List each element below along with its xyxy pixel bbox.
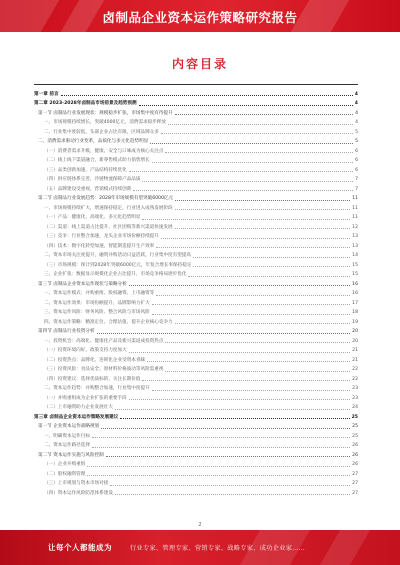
toc-leader-dots [152,390,350,391]
toc-entry-title: （五）品牌建设受重视，营销模式持续创新 [44,186,132,192]
toc-leader-dots [110,485,350,486]
toc-entry-title: （三）市场规模：预计到2028年突破6000亿元，年复合增长率保持稳定 [44,262,192,268]
toc-entry-title: 二、资本运作路径选择 [44,443,90,448]
toc-entry[interactable] [34,430,358,440]
toc-entry[interactable] [34,297,358,307]
toc-entry-title: 二、资本运作趋势：并购整合加速，行业集中度提升 [44,386,150,391]
toc-leader-dots [92,437,350,438]
toc-entry-page: 27 [352,490,358,496]
toc-entry[interactable] [34,202,358,212]
toc-entry[interactable] [34,392,358,402]
toc-leader-dots [165,371,350,372]
toc-entry-title: 一、市场规模持续扩大，增速保持稳定，行业进入成熟发展阶段 [44,205,173,211]
toc-entry-title: （一）消费者需求升级，健康、安全与口味成为核心关注点 [44,148,164,154]
toc-entry[interactable] [34,212,358,222]
toc-entry-title: （一）并购重组成为企业扩张的重要手段 [44,395,127,401]
toc-entry[interactable] [34,240,358,250]
toc-entry[interactable] [34,278,358,288]
toc-entry[interactable] [34,183,358,193]
toc-entry-title: 第四节 卤制品行业投资分析 [38,329,95,334]
toc-leader-dots [142,181,353,182]
toc-entry-title: （二）渠道：线上渠道占比提升，社区团购等新兴渠道快速发展 [44,224,173,230]
footer-stripe [320,530,370,565]
toc-leader-dots [175,228,351,229]
toc-entry[interactable] [34,345,358,355]
toc-entry-page: 25 [352,424,358,429]
toc-entry-page: 18 [352,310,358,315]
toc-entry[interactable] [34,449,358,459]
toc-entry-title: （四）资本运作风险防范体系建设 [44,490,113,496]
toc-entry-title: 第三节 卤制品企业资本运作现状与策略分析 [38,281,127,287]
toc-entry[interactable] [34,231,358,241]
toc-entry[interactable] [34,440,358,450]
toc-entry-page: 13 [352,234,358,239]
toc-entry[interactable] [34,411,358,421]
toc-entry-page: 22 [352,367,358,372]
toc-entry[interactable] [34,478,358,488]
toc-entry[interactable] [34,335,358,345]
toc-leader-dots [129,399,350,400]
toc-entry-page: 14 [352,253,358,258]
toc-entry-title: （二）股权融资管理 [44,471,86,477]
toc-entry-title: （一）企业并购重组 [44,462,86,467]
toc-entry-page: 4 [355,120,358,125]
toc-entry-page: 27 [352,471,358,477]
toc-entry[interactable] [34,107,358,117]
toc-leader-dots [142,380,350,381]
toc-entry-page: 20 [352,329,358,334]
toc-leader-dots [161,133,353,134]
header-banner [0,0,400,32]
toc-entry-page: 21 [352,357,358,363]
toc-entry[interactable] [34,269,358,279]
toc-entry-title: 二、行业集中度较低，头部企业占比有限，区域品牌众多 [44,129,159,135]
toc-leader-dots [193,266,350,267]
toc-entry-title: 三、企业扩张：数据显示规模化企业占比提升，市场竞争格局逐步优化 [44,272,187,277]
footer-tagline: 行业专家、管理专家、营销专家、战略专家、成功企业家…… [130,545,306,552]
toc-leader-dots [188,276,350,277]
toc-entry-title: （二）上市融资助力企业发展壮大 [44,405,113,410]
toc-leader-dots [175,114,353,115]
toc-entry[interactable] [34,468,358,478]
toc-leader-dots [115,494,350,495]
toc-entry-page: 20 [352,338,358,344]
toc-entry-page: 26 [352,443,358,448]
toc-leader-dots [129,171,353,172]
toc-entry-page: 22 [352,376,358,382]
toc-entry[interactable] [34,402,358,412]
toc-entry[interactable] [34,259,358,269]
toc-entry-title: 三、资本运作风险：财务风险、整合风险与市场风险 [44,310,150,315]
toc-entry[interactable] [34,307,358,317]
toc-leader-dots [175,323,351,324]
toc-entry-title: 四、资本运作策略：精准定位、合理估值，提升企业核心竞争力 [44,319,173,325]
toc-entry-page: 11 [352,205,358,211]
toc-leader-dots [115,409,350,410]
table-of-contents [34,88,358,497]
toc-leader-dots [165,152,353,153]
toc-entry-page: 24 [352,405,358,410]
toc-entry-title: （三）投资风险：食品安全、原材料价格波动等风险需重视 [44,367,164,372]
toc-heading: 内容目录 [171,57,228,71]
toc-entry-title: 第一章 前言 [34,91,59,97]
toc-entry[interactable] [34,193,358,203]
toc-leader-dots [129,352,350,353]
toc-entry-page: 16 [352,291,358,296]
toc-entry-title: （二）投资热点：品牌化、连锁化企业受资本青睐 [44,357,146,363]
toc-entry-title: （四）技术：数字化转型加速，智能制造提升生产效率 [44,243,155,249]
toc-entry[interactable] [34,316,358,326]
toc-entry[interactable] [34,364,358,374]
toc-entry[interactable] [34,459,358,469]
toc-entry-title: （一）投资环境向好，政策支持力度加大 [44,348,127,353]
toc-entry-title: （四）供应链体系完善，冷链物流保障产品品质 [44,177,141,182]
toc-entry-page: 5 [355,129,358,135]
toc-entry-page: 16 [352,281,358,287]
toc-entry[interactable] [34,373,358,383]
toc-entry-title: （三）品类创新加速，产品结构持续优化 [44,167,127,173]
toc-entry[interactable] [34,174,358,184]
toc-entry-page: 25 [352,433,358,439]
toc-leader-dots [156,295,350,296]
toc-entry-title: （四）投资建议：选择优质标的，关注长期价值 [44,376,141,382]
toc-entry[interactable] [34,354,358,364]
toc-leader-dots [133,190,353,191]
toc-entry-page: 15 [352,272,358,277]
toc-leader-dots [175,209,351,210]
toc-entry-page: 17 [352,300,358,306]
toc-entry-page: 21 [352,348,358,353]
toc-entry-page: 25 [351,414,358,420]
toc-entry-title: 一、投资机会：高端化、健康化产品及新兴渠道成投资热点 [44,338,164,344]
toc-entry-title: （三）上市规划与资本市场对接 [44,481,109,486]
toc-entry-page: 7 [355,186,358,192]
toc-leader-dots [147,361,350,362]
toc-leader-dots [152,162,353,163]
toc-entry-page: 4 [354,91,358,97]
toc-leader-dots [87,466,350,467]
toc-entry-page: 11 [352,196,358,201]
toc-leader-dots [193,257,350,258]
toc-leader-dots [152,314,350,315]
toc-entry-page: 5 [355,139,358,144]
toc-leader-dots [165,342,350,343]
toc-entry-page: 11 [352,215,358,220]
toc-entry-title: 第二节 资本运作实施与风险控制 [38,452,104,458]
toc-leader-dots [175,200,350,201]
toc-entry-page: 13 [352,243,358,249]
toc-entry[interactable] [34,88,358,98]
toc-leader-dots [152,304,350,305]
toc-entry-title: （一）产品：健康化、高端化、多元化趋势明显 [44,215,141,220]
toc-entry[interactable] [34,326,358,336]
toc-leader-dots [92,447,350,448]
toc-entry-page: 12 [352,224,358,230]
toc-entry-page: 6 [355,148,358,154]
toc-entry-title: 第一节 企业资本运作战略规划 [38,424,100,429]
toc-entry-page: 6 [355,158,358,163]
toc-entry[interactable] [34,117,358,127]
toc-entry-title: 二、资本运作效果：市场份额提升，品牌影响力扩大 [44,300,150,306]
toc-entry-title: 二、消费需求驱动行业变革，品质化与多元化趋势明显 [38,139,149,144]
toc-entry-page: 23 [352,395,358,401]
toc-entry-page: 26 [352,452,358,458]
toc-entry-title: 第二节 卤制品行业发展趋势：2028年市场规模有望突破6000亿元 [38,196,174,201]
toc-entry-title: 一、市场规模持续增长，突破4000亿元，消费需求稳步释放 [44,120,166,125]
toc-entry-page: 23 [352,386,358,391]
toc-leader-dots [156,247,350,248]
footer-banner [0,530,400,565]
toc-entry-title: 第三章 卤制品企业资本运作策略发展建议 [34,414,119,420]
toc-entry[interactable] [34,487,358,497]
page-number: 2 [198,522,202,528]
toc-entry-page: 6 [355,167,358,173]
footer-slogan: 让每个人都能成为 [48,543,112,552]
toc-entry-title: （三）竞争：行业整合加速，龙头企业市场份额持续提升 [44,234,159,239]
toc-entry[interactable] [34,288,358,298]
toc-leader-dots [120,418,349,419]
toc-entry-title: 一、明确资本运作目标 [44,433,90,439]
toc-entry-page: 27 [352,481,358,486]
toc-leader-dots [97,333,351,334]
toc-entry[interactable] [34,145,358,155]
toc-entry-title: 二、资本市场关注度提升，融资并购活动日益活跃，行业集中度有望提高 [44,253,192,258]
toc-entry[interactable] [34,383,358,393]
toc-top-rule [34,84,358,85]
toc-entry-page: 26 [352,462,358,467]
toc-leader-dots [168,124,353,125]
toc-entry-page: 7 [355,177,358,182]
toc-entry-title: 第二章 2023-2028年卤制品市场前景及趋势预测 [34,101,137,106]
toc-entry-page: 15 [352,262,358,268]
toc-entry-page: 19 [352,319,358,325]
toc-leader-dots [101,428,350,429]
toc-entry-title: （二）线上线下渠道融合，新零售模式助力销售增长 [44,158,150,163]
toc-entry[interactable] [34,221,358,231]
toc-leader-dots [150,143,353,144]
toc-leader-dots [106,456,350,457]
toc-entry[interactable] [34,164,358,174]
toc-entry[interactable] [34,155,358,165]
toc-leader-dots [61,95,353,96]
toc-entry-page: 4 [355,110,358,116]
toc-entry[interactable] [34,421,358,431]
toc-entry-title: 一、资本运作模式：并购重组、股权融资、上市融资等 [44,291,155,296]
toc-entry[interactable] [34,126,358,136]
toc-entry[interactable] [34,136,358,146]
toc-entry-page: 4 [354,101,358,106]
toc-leader-dots [139,105,353,106]
toc-entry[interactable] [34,98,358,108]
toc-entry-title: 第一节 卤制品行业发展现状：规模稳步扩张，市场集中度有待提升 [38,110,173,116]
toc-leader-dots [161,238,350,239]
report-title: 卤制品企业资本运作策略研究报告 [102,10,298,25]
toc-leader-dots [87,475,350,476]
toc-entry[interactable] [34,250,358,260]
toc-leader-dots [129,285,350,286]
toc-leader-dots [142,219,350,220]
